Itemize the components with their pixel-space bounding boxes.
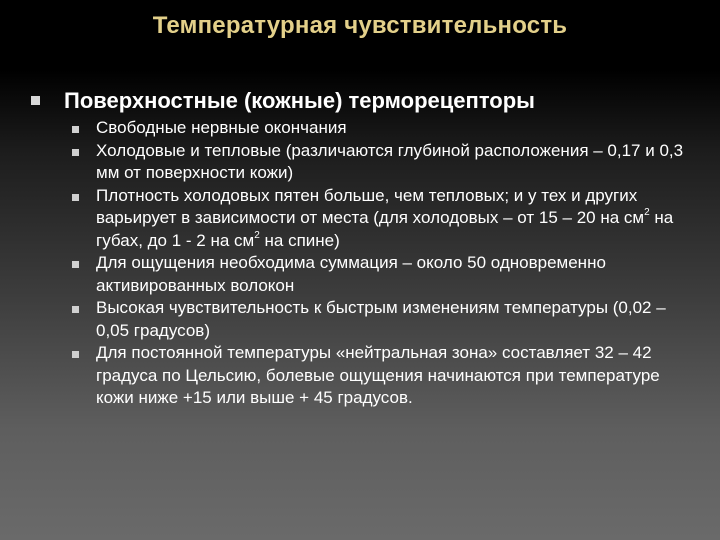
list-item-text: Для постоянной температуры «нейтральная зона» составляет 32 – 42 градуса по Цельсию, болевые ощущения начинаются при температуре кожи ниже +15 или выше + 45 градусов. [96,343,660,407]
list-item-text: Свободные нервные окончания [96,118,347,137]
list-item-text [96,186,673,250]
list-item-text: Высокая чувствительность к быстрым изменениям температуры (0,02 – 0,05 градусов) [96,298,666,340]
text-segment: на спине) [259,230,340,250]
text-segment: Плотность холодовых пятен больше, чем тепловых; и у тех и других варьирует в зависимости от места (для холодовых – от 15 – 20 на см [96,185,645,227]
bullet-square-icon [72,306,79,313]
bullet-square-icon [72,126,79,133]
superscript: 2 [254,229,260,241]
superscript: 2 [644,207,650,219]
list-item [96,185,696,253]
slide-title: Температурная чувствительность [152,12,568,39]
list-item-text: Холодовые и тепловые (различаются глубиной расположения – 0,17 и 0,3 мм от поверхности кожи) [96,140,684,182]
bullet-square-icon [72,194,79,201]
list-item-text: Для ощущения необходима суммация – около 50 одновременно активированных волокон [96,253,606,295]
bullet-square-icon [72,149,79,156]
bullet-square-icon [72,351,79,358]
list-item [96,297,696,342]
list-item [96,252,696,297]
list-item [96,140,696,185]
list-item [96,342,696,410]
text-segment: на губах, до 1 - 2 на см [96,208,674,250]
bullet-list [96,117,696,410]
bullet-square-icon [72,261,79,268]
bullet-square-icon [31,96,40,105]
list-item [96,117,696,140]
slide-heading: Поверхностные (кожные) терморецепторы [64,88,535,113]
